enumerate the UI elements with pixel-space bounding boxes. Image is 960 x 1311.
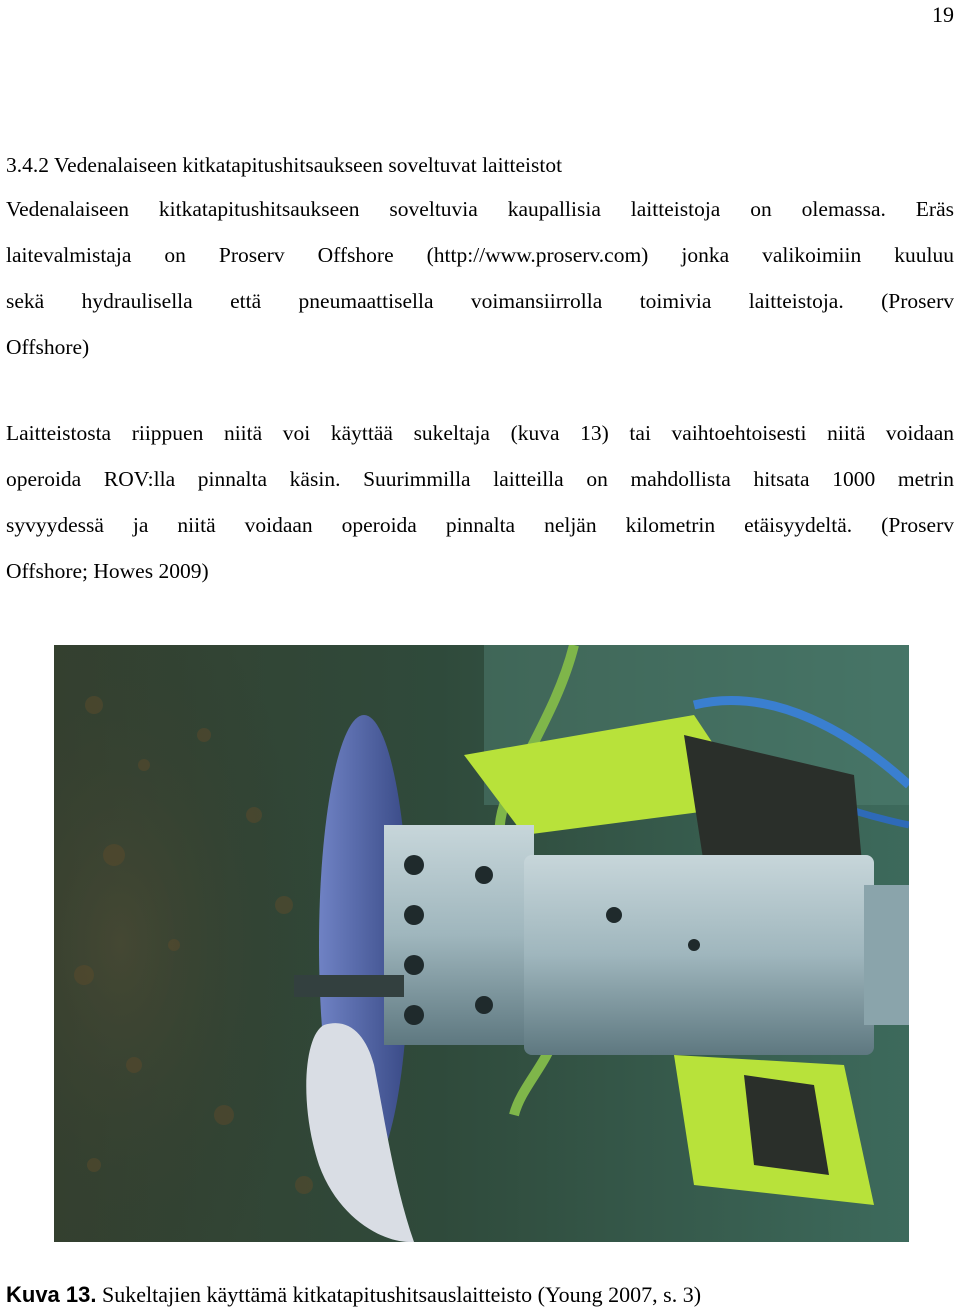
stud-tool xyxy=(294,975,404,997)
paragraph-line: Vedenalaiseen kitkatapitushitsaukseen soveltuvia kaupallisia laitteistoja on olemassa. Eräs xyxy=(6,197,954,221)
page-number: 19 xyxy=(932,2,954,27)
paragraph-line: Laitteistosta riippuen niitä voi käyttää sukeltaja (kuva 13) tai vaihtoehtoisesti niitä voidaan xyxy=(6,421,954,445)
paragraph-proserv xyxy=(6,196,954,380)
paragraph-line: Offshore) xyxy=(6,335,90,359)
paragraph-line: laitevalmistaja on Proserv Offshore (http://www.proserv.com) jonka valikoimiin kuuluu xyxy=(6,243,954,267)
section-heading: 3.4.2 Vedenalaiseen kitkatapitushitsaukseen soveltuvat laitteistot xyxy=(6,153,563,177)
figure-label: Kuva 13. xyxy=(6,1282,97,1307)
cylinder-end xyxy=(864,885,909,1025)
cylinder-body xyxy=(524,855,874,1055)
paragraph-line: syvyydessä ja niitä voidaan operoida pinnalta neljän kilometrin etäisyydeltä. (Proserv xyxy=(6,513,954,537)
figure-caption-text: Sukeltajien käyttämä kitkatapitushitsauslaitteisto (Young 2007, s. 3) xyxy=(96,1282,702,1307)
paragraph-line: sekä hydraulisella että pneumaattisella voimansiirrolla toimivia laitteistoja. (Proserv xyxy=(6,289,954,313)
paragraph-line: Offshore; Howes 2009) xyxy=(6,559,209,583)
underwater-welding-photo xyxy=(54,645,909,1242)
paragraph-operation xyxy=(6,420,954,604)
paragraph-line: operoida ROV:lla pinnalta käsin. Suurimmilla laitteilla on mahdollista hitsata 1000 metrin xyxy=(6,467,954,491)
figure-photo xyxy=(54,645,909,1242)
figure-caption xyxy=(6,1281,701,1309)
